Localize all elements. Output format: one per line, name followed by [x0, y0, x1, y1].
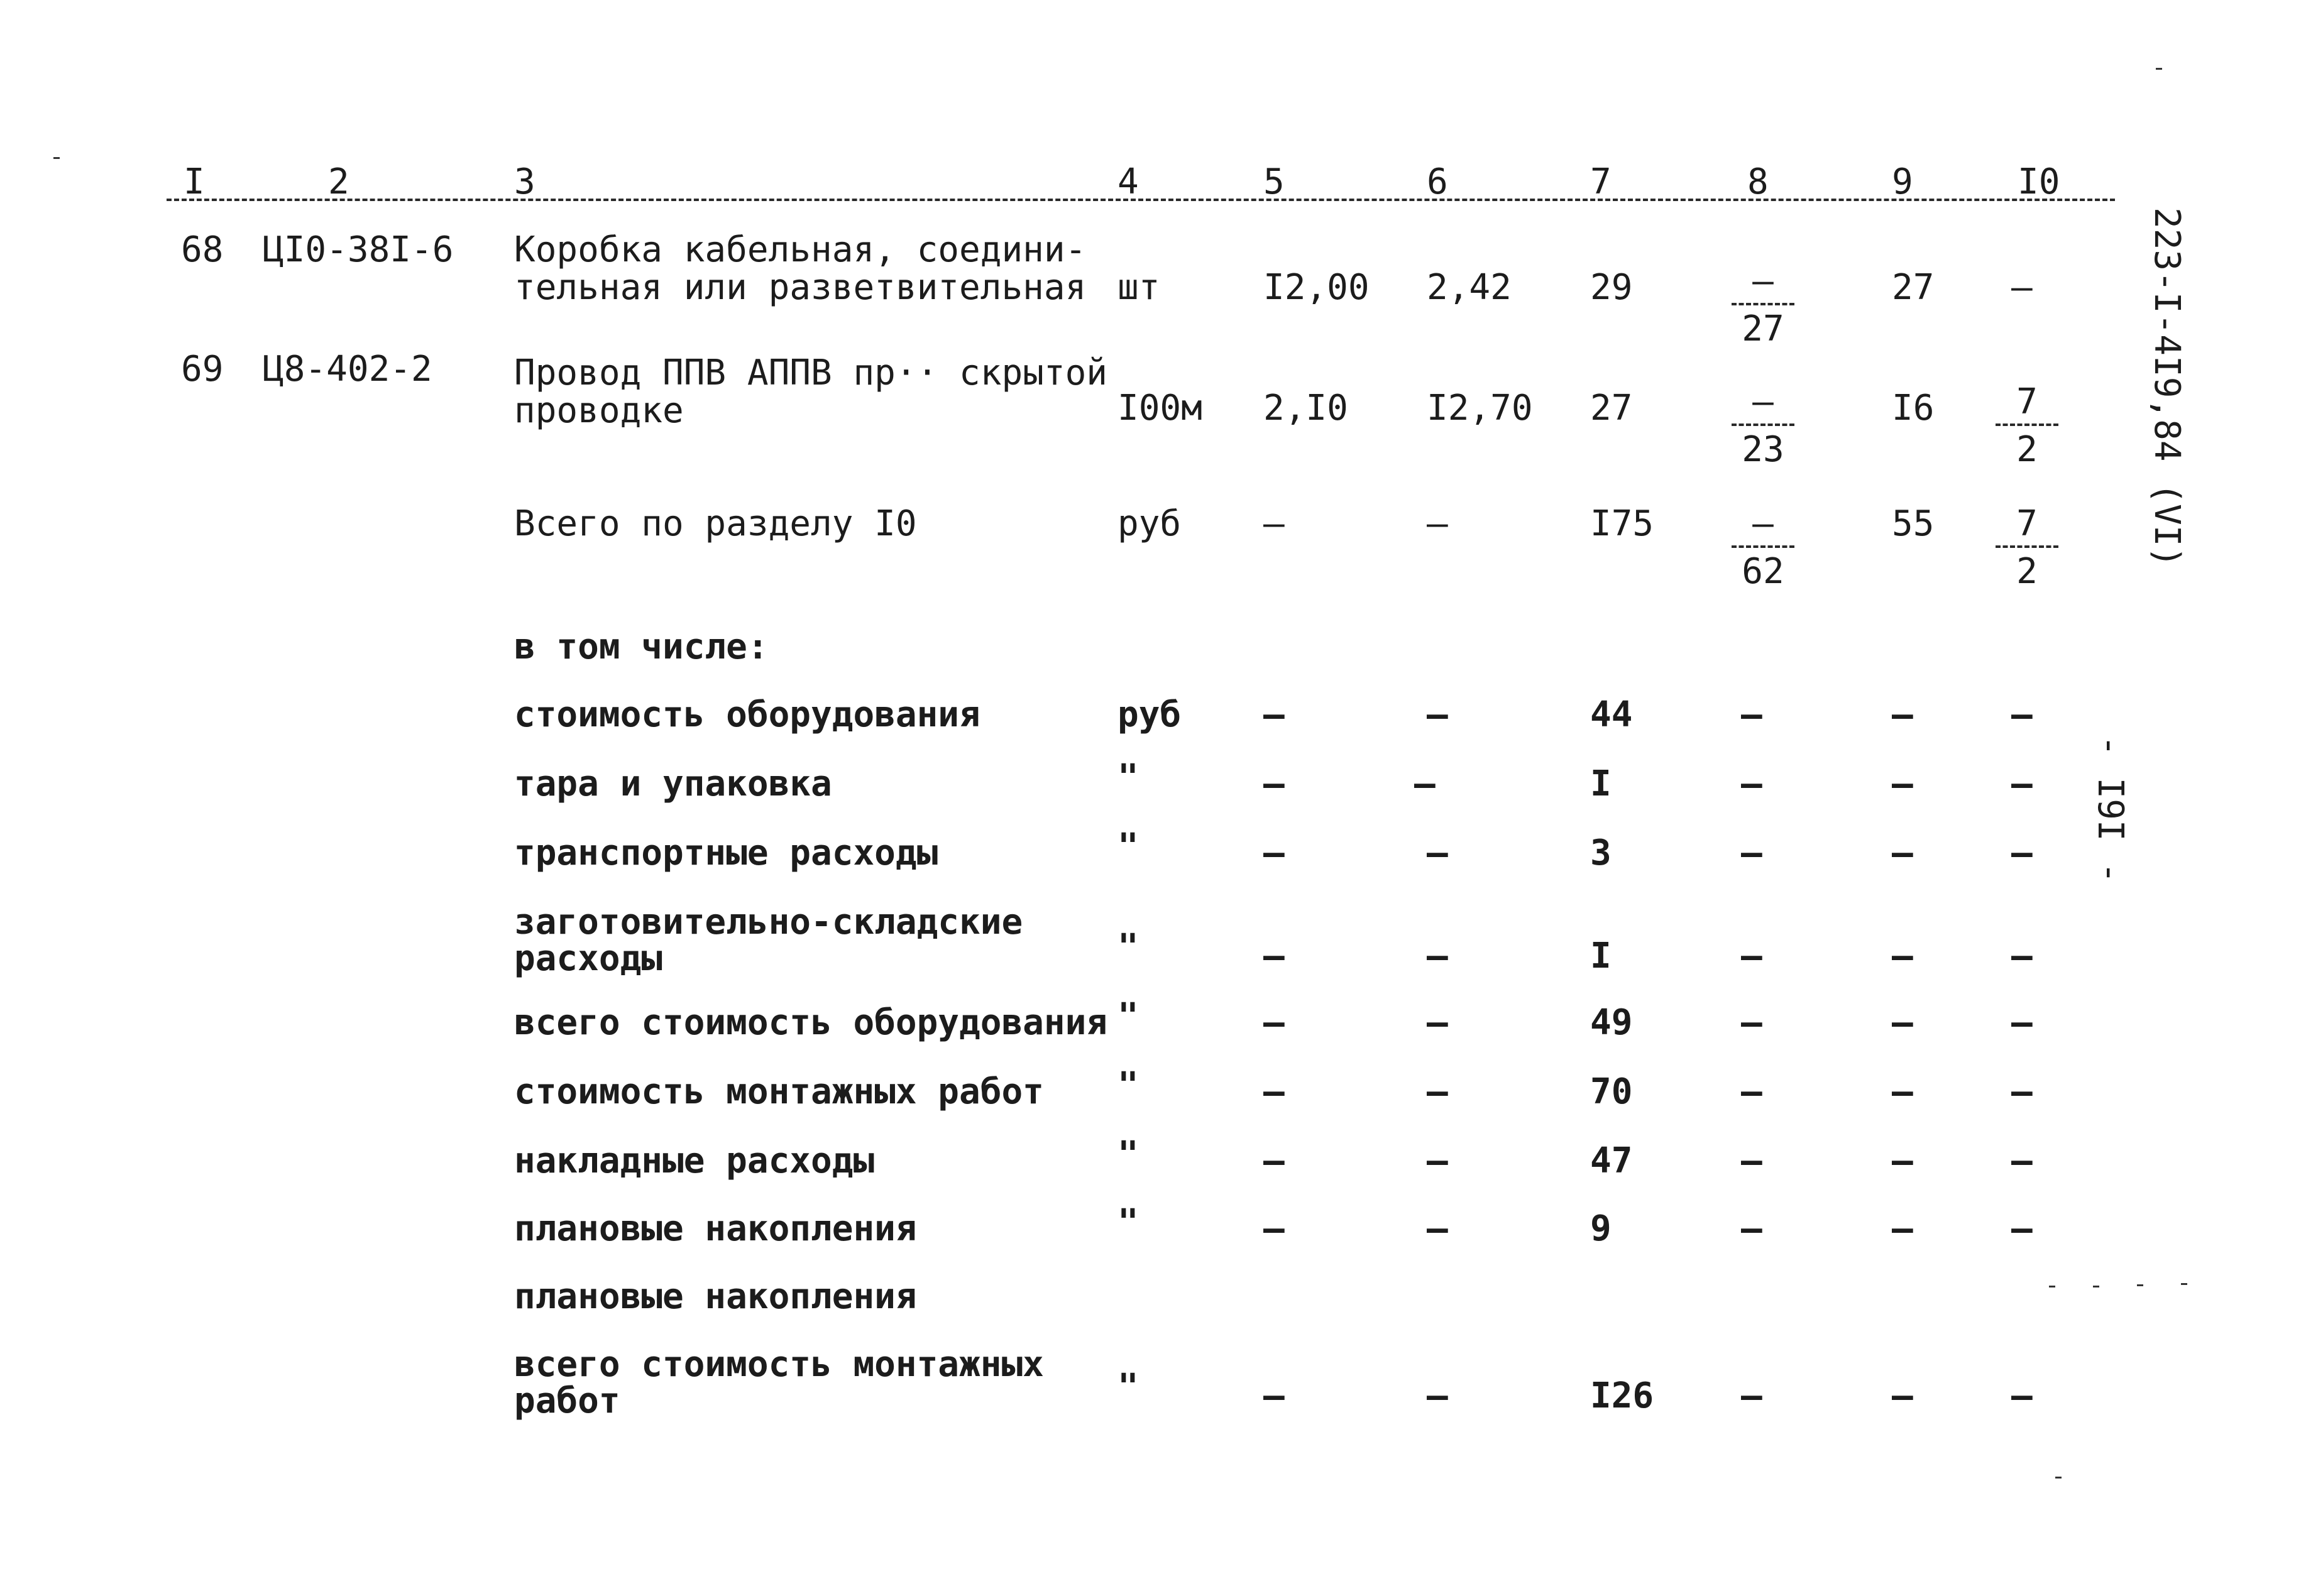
fraction-bar: [1732, 424, 1794, 426]
breakdown-col8: –: [1741, 1375, 1762, 1416]
breakdown-name: плановые накопления: [514, 1276, 917, 1317]
breakdown-col10: –: [2011, 1208, 2033, 1249]
breakdown-unit: ": [1118, 757, 1139, 798]
header-rule: [167, 199, 2115, 201]
breakdown-col9: –: [1892, 763, 1913, 804]
breakdown-col7: I26: [1590, 1375, 1654, 1416]
breakdown-col5: –: [1263, 936, 1285, 976]
breakdown-col5: –: [1263, 1375, 1285, 1416]
breakdown-unit: ": [1118, 1134, 1139, 1175]
fraction-top: –: [1752, 261, 1774, 302]
col-header-5: 5: [1263, 161, 1285, 202]
breakdown-col10: –: [2011, 833, 2033, 873]
row-number: 69: [181, 349, 224, 390]
breakdown-col5: –: [1263, 1208, 1285, 1249]
breakdown-name-line1: заготовительно-складские: [514, 902, 1023, 943]
breakdown-name-line1: всего стоимость монтажных: [514, 1344, 1044, 1385]
scan-speck: [2156, 68, 2162, 70]
scan-speck: [2049, 1286, 2055, 1287]
row-name-line1: Коробка кабельная, соедини-: [514, 229, 1087, 270]
row-col9: I6: [1892, 388, 1935, 429]
fraction-bottom: 23: [1742, 429, 1784, 470]
breakdown-col8: –: [1741, 694, 1762, 735]
row-col10-fraction: [1992, 381, 2062, 470]
row-col9: 27: [1892, 267, 1935, 308]
row-col5: 2,I0: [1263, 388, 1348, 429]
breakdown-col8: –: [1741, 936, 1762, 976]
breakdown-col6: –: [1427, 1140, 1448, 1181]
breakdown-col6: –: [1427, 833, 1448, 873]
breakdown-col5: –: [1263, 1140, 1285, 1181]
row-name-line2: проводке: [514, 390, 684, 431]
fraction-top: 7: [2016, 381, 2038, 422]
breakdown-col9: –: [1892, 694, 1913, 735]
row-col8-fraction: [1728, 381, 1798, 470]
row-col6: 2,42: [1427, 267, 1512, 308]
breakdown-col8: –: [1741, 1071, 1762, 1112]
row-col6: I2,70: [1427, 388, 1533, 429]
row-col5: I2,00: [1263, 267, 1370, 308]
row-unit: шт: [1118, 267, 1160, 308]
col-header-2: 2: [328, 161, 349, 202]
breakdown-col7: 3: [1590, 833, 1612, 873]
breakdown-col5: –: [1263, 1002, 1285, 1043]
col-header-7: 7: [1590, 161, 1612, 202]
breakdown-name: тара и упаковка: [514, 763, 832, 804]
breakdown-unit: ": [1118, 927, 1139, 968]
breakdown-unit: руб: [1118, 694, 1182, 735]
breakdown-unit: ": [1118, 1367, 1139, 1407]
breakdown-col10: –: [2011, 1140, 2033, 1181]
scan-speck: [53, 157, 60, 159]
fraction-bar: [1996, 424, 2058, 426]
breakdown-col5: –: [1263, 833, 1285, 873]
scan-speck: [2181, 1283, 2187, 1285]
breakdown-col6: –: [1427, 1002, 1448, 1043]
row-name-line1: Провод ППВ АППВ пр·· скрытой: [514, 353, 1108, 393]
col-header-8: 8: [1747, 161, 1769, 202]
breakdown-unit: ": [1118, 996, 1139, 1037]
row-code: ЦI0-38I-6: [263, 229, 454, 270]
breakdown-col7: I: [1590, 936, 1612, 976]
breakdown-col10: –: [2011, 1071, 2033, 1112]
total-col10-fraction: [1992, 503, 2062, 592]
breakdown-col8: –: [1741, 1208, 1762, 1249]
breakdown-col7: 47: [1590, 1140, 1633, 1181]
col-header-1: I: [184, 161, 205, 202]
total-col7: I75: [1590, 503, 1654, 544]
breakdown-col7: 44: [1590, 694, 1633, 735]
fraction-bottom: 62: [1742, 551, 1784, 592]
breakdown-col7: I: [1590, 763, 1612, 804]
breakdown-col10: –: [2011, 694, 2033, 735]
fraction-bar: [1996, 545, 2058, 548]
row-name-line2: тельная или разветвительная: [514, 267, 1087, 308]
breakdown-col7: 49: [1590, 1002, 1633, 1043]
fraction-top: 7: [2016, 503, 2038, 544]
total-unit: руб: [1118, 503, 1182, 544]
total-col5: –: [1263, 503, 1285, 544]
col-header-9: 9: [1892, 161, 1913, 202]
document-code: 223-I-4I9,84 (VI): [2146, 207, 2187, 568]
breakdown-col10: –: [2011, 1375, 2033, 1416]
fraction-bottom: 2: [2016, 429, 2038, 470]
breakdown-col8: –: [1741, 1140, 1762, 1181]
scan-speck: [2137, 1284, 2143, 1286]
scan-speck: [2055, 1477, 2062, 1478]
breakdown-col8: –: [1741, 833, 1762, 873]
breakdown-col5: –: [1263, 1071, 1285, 1112]
breakdown-col6: –: [1427, 1375, 1448, 1416]
page-number: - I9I -: [2090, 735, 2131, 884]
breakdown-col7: 9: [1590, 1208, 1612, 1249]
fraction-top: –: [1752, 503, 1774, 544]
row-col7: 29: [1590, 267, 1633, 308]
breakdown-col9: –: [1892, 936, 1913, 976]
breakdown-name-line2: расходы: [514, 938, 663, 979]
row-col7: 27: [1590, 388, 1633, 429]
scan-speck: [2093, 1286, 2099, 1287]
fraction-bar: [1732, 303, 1794, 305]
row-col10: –: [2011, 267, 2033, 308]
col-header-4: 4: [1118, 161, 1139, 202]
fraction-bottom: 2: [2016, 551, 2038, 592]
breakdown-col9: –: [1892, 833, 1913, 873]
col-header-6: 6: [1427, 161, 1448, 202]
breakdown-col5: –: [1263, 694, 1285, 735]
breakdown-col9: –: [1892, 1208, 1913, 1249]
breakdown-col6: –: [1427, 1208, 1448, 1249]
total-col8-fraction: [1728, 503, 1798, 592]
total-label: Всего по разделу I0: [514, 503, 917, 544]
row-unit: I00м: [1118, 388, 1202, 429]
breakdown-name: всего стоимость оборудования: [514, 1002, 1108, 1043]
breakdown-name-line2: работ: [514, 1380, 620, 1421]
breakdown-col10: –: [2011, 936, 2033, 976]
breakdown-col9: –: [1892, 1002, 1913, 1043]
row-code: Ц8-402-2: [263, 349, 432, 390]
total-col6: –: [1427, 503, 1448, 544]
breakdown-col8: –: [1741, 1002, 1762, 1043]
fraction-bottom: 27: [1742, 309, 1784, 349]
col-header-3: 3: [514, 161, 535, 202]
including-label: в том числе:: [514, 626, 769, 667]
breakdown-col10: –: [2011, 763, 2033, 804]
breakdown-col6: –: [1427, 1071, 1448, 1112]
breakdown-col9: –: [1892, 1140, 1913, 1181]
breakdown-col8: –: [1741, 763, 1762, 804]
breakdown-name: стоимость монтажных работ: [514, 1071, 1044, 1112]
row-col8-fraction: [1728, 261, 1798, 349]
total-col9: 55: [1892, 503, 1935, 544]
breakdown-col9: –: [1892, 1071, 1913, 1112]
breakdown-unit: ": [1118, 826, 1139, 867]
breakdown-unit: ": [1118, 1202, 1139, 1243]
col-header-10: I0: [2018, 161, 2060, 202]
breakdown-col7: 70: [1590, 1071, 1633, 1112]
breakdown-col6: –: [1414, 763, 1436, 804]
row-number: 68: [181, 229, 224, 270]
breakdown-col9: –: [1892, 1375, 1913, 1416]
breakdown-col5: –: [1263, 763, 1285, 804]
breakdown-col6: –: [1427, 936, 1448, 976]
fraction-top: –: [1752, 381, 1774, 422]
breakdown-unit: ": [1118, 1065, 1139, 1106]
breakdown-col6: –: [1427, 694, 1448, 735]
breakdown-name: транспортные расходы: [514, 833, 938, 873]
breakdown-col10: –: [2011, 1002, 2033, 1043]
breakdown-name: плановые накопления: [514, 1208, 917, 1249]
breakdown-name: стоимость оборудования: [514, 694, 980, 735]
breakdown-name: накладные расходы: [514, 1140, 875, 1181]
fraction-bar: [1732, 545, 1794, 548]
